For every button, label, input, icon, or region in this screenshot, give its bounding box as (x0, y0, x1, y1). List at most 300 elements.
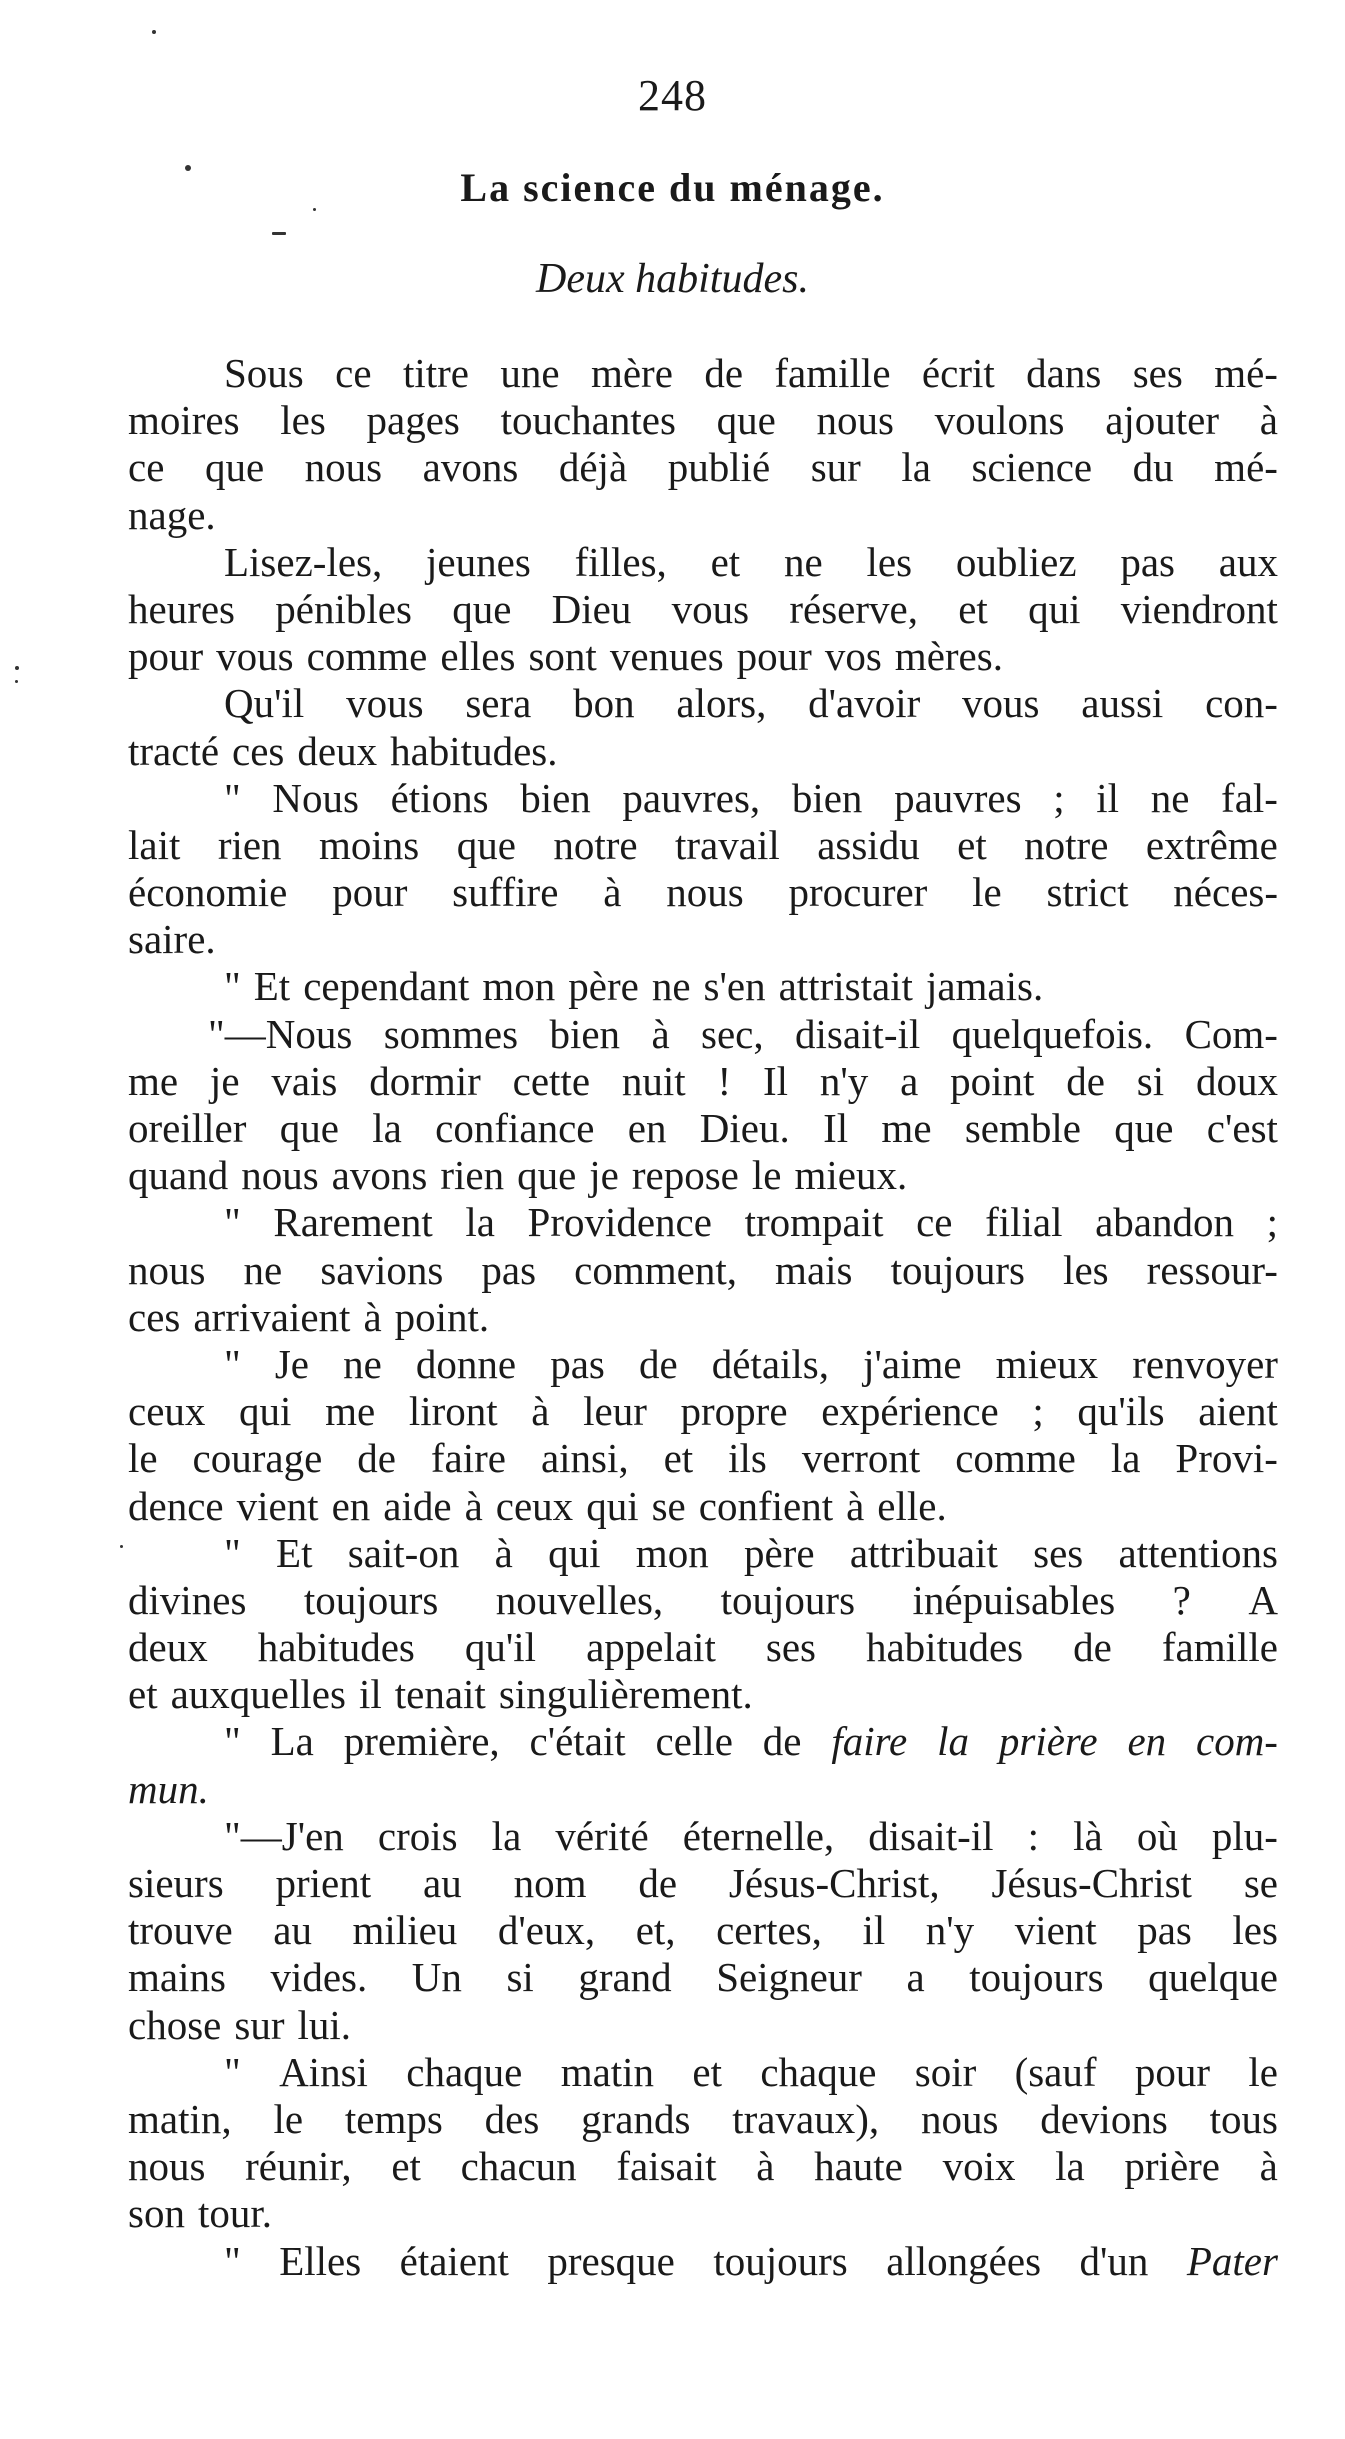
word: touchantes (500, 397, 676, 444)
word: rien (217, 821, 282, 868)
text-line (128, 1388, 1278, 1435)
word: liront (408, 1388, 498, 1435)
word: je (589, 1152, 619, 1199)
word: vérité (555, 1812, 649, 1859)
word: ; (1266, 1199, 1278, 1246)
word: pas (481, 1246, 537, 1293)
word: semble (964, 1105, 1081, 1151)
word: "—J'en (224, 1812, 344, 1859)
word: chacun (460, 2143, 577, 2190)
word: oreiller (128, 1105, 247, 1151)
word: se (1243, 1860, 1278, 1906)
word: sec, (701, 1010, 764, 1057)
word: notre (1024, 821, 1109, 868)
scan-speck (120, 1545, 123, 1548)
text-line (128, 1813, 1278, 1860)
word: Nous (272, 774, 359, 821)
word: se (651, 1482, 686, 1529)
word: ne (784, 538, 823, 585)
word: filles, (574, 538, 667, 585)
word: de (638, 1340, 678, 1387)
word: Pater (1186, 2237, 1278, 2284)
text-line (128, 869, 1278, 916)
scan-speck (15, 680, 18, 683)
word: en (627, 1105, 667, 1151)
word: trouve (128, 1907, 233, 1954)
word: tracté (128, 727, 220, 774)
word: il (358, 1671, 382, 1718)
word: sommes (383, 1010, 519, 1057)
word: ne (243, 1246, 283, 1293)
word: aide (383, 1482, 452, 1529)
word: dans (1026, 350, 1102, 396)
text-line (128, 916, 1278, 963)
word: pour (332, 869, 408, 916)
text-line (128, 1671, 1278, 1718)
word: toujours (890, 1246, 1025, 1293)
word: n'y (925, 1907, 975, 1954)
word: oubliez (955, 538, 1077, 585)
word: A (1248, 1576, 1278, 1623)
word: d'avoir (808, 680, 921, 727)
word: ce (916, 1199, 953, 1246)
word: Il (823, 1105, 849, 1151)
word: d'un (1079, 2237, 1149, 2284)
text-line (128, 492, 1278, 539)
word: bien (520, 774, 591, 821)
word: quand (128, 1152, 229, 1199)
word: me (128, 1057, 179, 1104)
word: bon (573, 680, 635, 727)
body-text (128, 350, 1278, 2285)
word: renvoyer (1132, 1340, 1278, 1387)
word: sur (810, 444, 861, 491)
word: chose (128, 2001, 222, 2048)
word: comme (306, 633, 428, 680)
word: la (1110, 1435, 1141, 1482)
word: au (273, 1907, 312, 1954)
word: les (866, 538, 913, 585)
word: nous (666, 869, 744, 916)
word: et (391, 2143, 421, 2190)
word: économie (128, 869, 288, 916)
text-line (128, 2190, 1278, 2237)
word: strict (1046, 869, 1129, 916)
word: pas (1137, 1907, 1192, 1954)
text-line (128, 1530, 1278, 1577)
word: Lisez-les, (224, 538, 383, 585)
word: soir (914, 2048, 977, 2095)
word: ceux (128, 1388, 206, 1435)
word: " (224, 2237, 241, 2284)
word: ne (651, 963, 691, 1010)
word: éternelle, (682, 1812, 835, 1859)
word: première, (343, 1718, 500, 1765)
word: que (716, 397, 776, 444)
word: et (692, 2048, 722, 2095)
word: con- (1205, 680, 1278, 727)
text-line (128, 2002, 1278, 2049)
word: auxquelles (170, 1671, 346, 1718)
word: Com- (1184, 1010, 1278, 1057)
word: la (901, 444, 931, 491)
word: quelquefois. (951, 1010, 1154, 1057)
word: titre (402, 350, 469, 396)
word: " (224, 1529, 241, 1576)
word: lui. (297, 2001, 352, 2048)
scan-speck (313, 208, 316, 211)
word: " (224, 1199, 241, 1246)
word: tous (1209, 2095, 1278, 2142)
word: étions (390, 774, 489, 821)
word: mains (128, 1954, 226, 2001)
word: mère (590, 350, 673, 396)
word: à (603, 869, 622, 916)
word: Je (274, 1340, 309, 1387)
word: procurer (788, 869, 928, 916)
word: ? (1172, 1576, 1191, 1623)
word: ! (717, 1057, 732, 1104)
word: presque (547, 2237, 675, 2284)
text-line (128, 1483, 1278, 1530)
word: les (280, 397, 326, 444)
word: avons (422, 444, 519, 491)
word: grands (581, 2095, 691, 2142)
word: si (1136, 1057, 1165, 1104)
word: le (972, 869, 1002, 916)
word: à (651, 1010, 670, 1057)
word: singulièrement. (498, 1671, 753, 1718)
word: " (224, 774, 241, 821)
word: comment, (574, 1246, 737, 1293)
word: point (950, 1057, 1035, 1104)
word: toujours (713, 2237, 848, 2284)
word: de (357, 1435, 396, 1482)
text-line (128, 1341, 1278, 1388)
word: de (704, 350, 744, 396)
scan-speck (272, 232, 286, 235)
word: ce (335, 350, 372, 396)
word: milieu (352, 1907, 458, 1954)
word: prient (275, 1860, 372, 1906)
text-line (128, 775, 1278, 822)
word: qui (1028, 585, 1081, 632)
word: pas (550, 1340, 605, 1387)
text-line (128, 1907, 1278, 1954)
word: au (423, 1860, 462, 1906)
word: lait (128, 821, 181, 868)
text-line (128, 728, 1278, 775)
word: ne (1150, 774, 1190, 821)
word: Et (276, 1529, 313, 1576)
word: détails, (711, 1340, 830, 1387)
word: confiance (435, 1105, 595, 1151)
word: " (224, 1340, 241, 1387)
word: faire (831, 1718, 908, 1765)
word: Qu'il (224, 680, 305, 727)
word: le (273, 2095, 304, 2142)
word: ses (1132, 350, 1183, 396)
word: les (1063, 1246, 1109, 1293)
word: à (1259, 2143, 1278, 2190)
word: d'eux, (497, 1907, 596, 1954)
word: quelque (1148, 1954, 1278, 2001)
word: ainsi, (540, 1435, 629, 1482)
text-line (128, 444, 1278, 491)
word: sieurs (128, 1860, 224, 1906)
word: où (1136, 1812, 1178, 1859)
word: faire (430, 1435, 506, 1482)
word: toujours (303, 1576, 439, 1623)
word: me (325, 1388, 376, 1435)
word: son (128, 2190, 185, 2237)
text-line (128, 586, 1278, 633)
word: qui (239, 1388, 292, 1435)
word: nuit (621, 1057, 686, 1104)
word: que (279, 1105, 339, 1151)
text-line (128, 350, 1278, 397)
word: la (465, 1199, 495, 1246)
word: voix (942, 2143, 1016, 2190)
word: sera (465, 680, 532, 727)
text-line (128, 1247, 1278, 1294)
word: alors, (676, 680, 767, 727)
word: des (484, 2095, 540, 2142)
word: mieux. (794, 1152, 908, 1199)
word: réserve, (789, 585, 918, 632)
word: La (270, 1718, 314, 1765)
word: il (862, 1907, 886, 1954)
word: à (363, 1293, 382, 1340)
word: mères. (894, 633, 1003, 680)
word: filial (985, 1199, 1063, 1246)
text-line (128, 1766, 1278, 1813)
word: certes, (716, 1907, 822, 1954)
word: qui (548, 1529, 601, 1576)
word: appelait (586, 1624, 716, 1671)
word: et (957, 821, 987, 868)
word: heures (128, 585, 236, 632)
word: le (1248, 2048, 1278, 2095)
word: ses (765, 1624, 816, 1671)
word: venues (609, 633, 724, 680)
word: Sous (224, 350, 304, 396)
word: en (1127, 1718, 1167, 1765)
word: écrit (921, 350, 995, 396)
word: ressour- (1146, 1246, 1278, 1293)
text-line (128, 822, 1278, 869)
word: Jésus-Christ, (728, 1860, 940, 1906)
word: étaient (399, 2237, 509, 2284)
word: travail (675, 821, 780, 868)
word: expérience (821, 1388, 999, 1435)
word: aient (1198, 1388, 1278, 1435)
scan-speck (185, 165, 191, 171)
text-line (128, 539, 1278, 586)
word: nouvelles, (495, 1576, 664, 1623)
word: mon (635, 1529, 709, 1576)
text-line (128, 1011, 1278, 1058)
word: et, (635, 1907, 676, 1954)
page-number: 248 (638, 71, 707, 120)
word: publié (667, 444, 771, 491)
word: courage (192, 1435, 323, 1482)
word: vais (271, 1057, 338, 1104)
word: Provi- (1175, 1435, 1278, 1482)
word: haute (814, 2143, 903, 2190)
word: Providence (527, 1199, 712, 1246)
word: le (751, 1152, 782, 1199)
word: de (1073, 1624, 1112, 1671)
word: deux (297, 727, 378, 774)
text-line (128, 2049, 1278, 2096)
word: et (958, 585, 988, 632)
word: là (1073, 1812, 1103, 1859)
word: ne (343, 1340, 382, 1387)
word: pauvres, (622, 774, 761, 821)
word: " (224, 1718, 241, 1765)
word: Dieu (551, 585, 632, 632)
text-line (128, 1152, 1278, 1199)
word: mais (775, 1246, 853, 1293)
word: repose (631, 1152, 739, 1199)
word: moins (319, 821, 420, 868)
word: et (710, 538, 741, 585)
word: faisait (616, 2143, 717, 2190)
word: pas (1120, 538, 1175, 585)
word: mieux (995, 1340, 1099, 1387)
word: de (762, 1718, 802, 1765)
word: la (1055, 2143, 1085, 2190)
word: vient (1014, 1907, 1097, 1954)
word: que (204, 444, 265, 491)
word: nom (513, 1860, 587, 1906)
word: et (128, 1671, 158, 1718)
word: me (881, 1105, 932, 1151)
word: pénibles (275, 585, 412, 632)
word: famille (1161, 1624, 1278, 1671)
word: ; (1053, 774, 1065, 821)
word: n'y (819, 1057, 869, 1104)
word: a (900, 1057, 919, 1104)
word: attribuait (849, 1529, 998, 1576)
word: Seigneur (716, 1954, 862, 2001)
word: trompait (744, 1199, 884, 1246)
word: elle. (877, 1482, 947, 1529)
text-line (128, 1199, 1278, 1246)
word: " (224, 2048, 241, 2095)
word: la (937, 1718, 970, 1765)
word: le (128, 1435, 158, 1482)
word: allongées (886, 2237, 1042, 2284)
text-line (128, 2238, 1278, 2285)
word: néces- (1173, 869, 1278, 916)
word: tour. (197, 2190, 273, 2237)
scan-speck (15, 666, 19, 670)
word: nous (304, 444, 383, 491)
word: de (1066, 1057, 1105, 1104)
word: assidu (817, 821, 920, 868)
word: pauvres (894, 774, 1022, 821)
text-line (128, 1435, 1278, 1482)
word: nage. (128, 491, 216, 538)
word: ; (1032, 1388, 1044, 1435)
word: que (452, 585, 512, 632)
word: mé- (1214, 444, 1278, 491)
text-line (128, 963, 1278, 1010)
word: Ainsi (279, 2048, 368, 2095)
word: aussi (1081, 680, 1164, 727)
word: j'aime (863, 1340, 962, 1387)
word: Jésus-Christ (991, 1860, 1192, 1906)
word: (sauf (1014, 2048, 1097, 2095)
word: toujours (969, 1954, 1104, 2001)
word: extrême (1145, 821, 1278, 868)
word: si (506, 1954, 534, 2001)
text-line (128, 1294, 1278, 1341)
word: com- (1196, 1718, 1278, 1765)
word: verront (801, 1435, 921, 1482)
word: avons (331, 1152, 428, 1199)
text-line (128, 1058, 1278, 1105)
word: à (846, 1482, 865, 1529)
word: vous (962, 680, 1040, 727)
word: nous (128, 2143, 206, 2190)
word: Elles (279, 2237, 362, 2284)
word: attristait (778, 963, 913, 1010)
word: habitudes. (390, 727, 558, 774)
word: sont (528, 633, 597, 680)
word: qu'il (464, 1624, 537, 1671)
word: matin, (128, 2095, 232, 2142)
word: pour (736, 633, 812, 680)
word: propre (680, 1388, 788, 1435)
word: dence (128, 1482, 224, 1529)
word: science (971, 444, 1093, 491)
text-line (128, 2096, 1278, 2143)
word: suffire (452, 869, 559, 916)
word: qu'ils (1077, 1388, 1165, 1435)
word: cette (512, 1057, 591, 1104)
word: nous (241, 1152, 319, 1199)
word: cependant (303, 963, 470, 1010)
word: devions (1040, 2095, 1168, 2142)
word: bien (791, 774, 863, 821)
word: à (756, 2143, 775, 2190)
word: jeunes (426, 538, 531, 585)
word: plu- (1211, 1812, 1278, 1859)
word: et (663, 1435, 694, 1482)
word: je (209, 1057, 240, 1104)
word: à (531, 1388, 550, 1435)
word: voulons (934, 397, 1065, 444)
word: nous (920, 2095, 999, 2142)
word: pour (1134, 2048, 1211, 2095)
word: confient (698, 1482, 834, 1529)
word: disait-il (795, 1010, 921, 1057)
text-line (128, 1954, 1278, 2001)
subtitle: Deux habitudes. (536, 256, 809, 302)
word: mé- (1214, 350, 1278, 396)
word: tenait (394, 1671, 486, 1718)
text-line (128, 1860, 1278, 1907)
word: savions (320, 1246, 444, 1293)
word: de (638, 1860, 678, 1906)
word: que (1114, 1105, 1174, 1151)
text-line (128, 1718, 1278, 1765)
word: vos (824, 633, 882, 680)
word: à (494, 1529, 513, 1576)
